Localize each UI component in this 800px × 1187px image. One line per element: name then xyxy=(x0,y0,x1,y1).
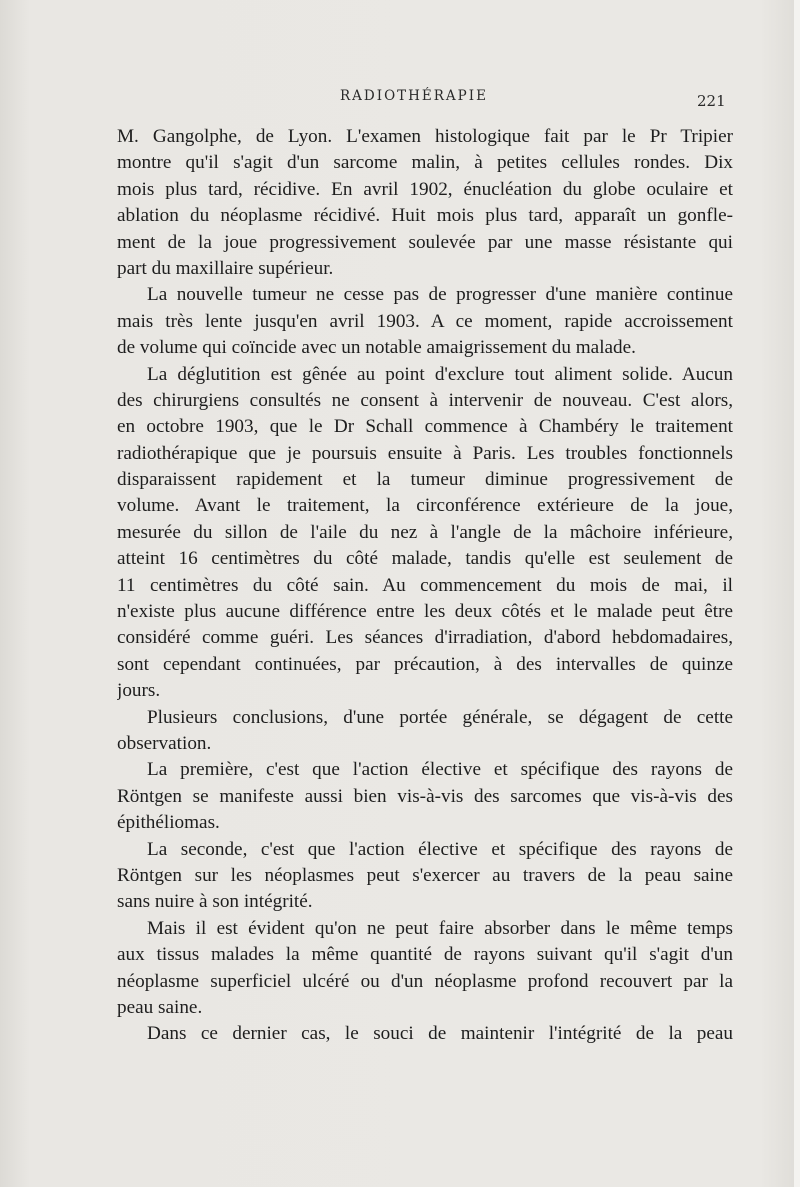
text-line: peau saine. xyxy=(117,996,203,1018)
text-line: La première, c'est que l'action élective et spécifique des rayons de xyxy=(147,759,733,781)
page-number: 221 xyxy=(697,92,726,110)
text-line: jours. xyxy=(117,680,161,702)
text-line: radiothérapique que je poursuis ensuite à Paris. Les troubles fonctionnels xyxy=(117,442,733,464)
text-line: des chirurgiens consultés ne consent à intervenir de nouveau. C'est alors, xyxy=(117,389,733,411)
text-line: montre qu'il s'agit d'un sarcome malin, à petites cellules rondes. Dix xyxy=(117,152,733,174)
text-line: ment de la joue progressivement soulevée par une masse résistante qui xyxy=(117,231,733,253)
text-line: sans nuire à son intégrité. xyxy=(117,891,313,913)
text-line: part du maxillaire supérieur. xyxy=(117,257,334,279)
text-line: observation. xyxy=(117,732,212,754)
text-line: Röntgen sur les néoplasmes peut s'exercer au travers de la peau saine xyxy=(117,864,733,886)
page-edge xyxy=(794,0,800,1187)
text-line: épithéliomas. xyxy=(117,812,220,834)
text-line: de volume qui coïncide avec un notable amaigrissement du malade. xyxy=(117,337,636,359)
text-line: n'existe plus aucune différence entre les deux côtés et le malade peut être xyxy=(117,601,733,623)
text-line: en octobre 1903, que le Dr Schall commence à Chambéry le traitement xyxy=(117,416,733,438)
text-line: atteint 16 centimètres du côté malade, tandis qu'elle est seulement de xyxy=(117,548,733,570)
text-line: considéré comme guéri. Les séances d'irradiation, d'abord hebdomadaires, xyxy=(117,627,733,649)
running-head: RADIOTHÉRAPIE xyxy=(340,88,488,104)
text-line: La seconde, c'est que l'action élective et spécifique des rayons de xyxy=(147,838,733,860)
text-line: La nouvelle tumeur ne cesse pas de progresser d'une manière continue xyxy=(147,284,733,306)
text-line: Röntgen se manifeste aussi bien vis-à-vis des sarcomes que vis-à-vis des xyxy=(117,785,733,807)
body-text xyxy=(117,124,733,1048)
text-line: Plusieurs conclusions, d'une portée générale, se dégagent de cette xyxy=(147,706,733,728)
text-line: M. Gangolphe, de Lyon. L'examen histologique fait par le Pr Tripier xyxy=(117,126,733,147)
text-line: aux tissus malades la même quantité de rayons suivant qu'il s'agit d'un xyxy=(117,944,733,966)
text-line: sont cependant continuées, par précaution, à des intervalles de quinze xyxy=(117,653,733,675)
text-line: Mais il est évident qu'on ne peut faire absorber dans le même temps xyxy=(147,917,733,939)
text-line: disparaissent rapidement et la tumeur diminue progressivement de xyxy=(117,469,733,491)
text-line: Dans ce dernier cas, le souci de maintenir l'intégrité de la peau xyxy=(147,1023,733,1045)
text-line: mais très lente jusqu'en avril 1903. A ce moment, rapide accroissement xyxy=(117,310,733,332)
text-line: néoplasme superficiel ulcéré ou d'un néoplasme profond recouvert par la xyxy=(117,970,733,992)
text-line: mesurée du sillon de l'aile du nez à l'angle de la mâchoire inférieure, xyxy=(117,521,733,543)
text-line: 11 centimètres du côté sain. Au commencement du mois de mai, il xyxy=(117,574,733,596)
text-line: La déglutition est gênée au point d'exclure tout aliment solide. Aucun xyxy=(147,363,733,385)
text-line: mois plus tard, récidive. En avril 1902, énucléation du globe oculaire et xyxy=(117,178,733,200)
text-line: ablation du néoplasme récidivé. Huit mois plus tard, apparaît un gonfle- xyxy=(117,205,733,227)
text-line: volume. Avant le traitement, la circonférence extérieure de la joue, xyxy=(117,495,733,517)
